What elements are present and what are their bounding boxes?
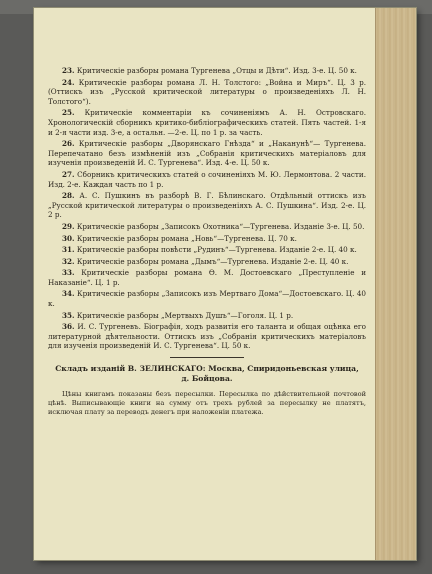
catalog-entry [48, 222, 366, 232]
entries-list [48, 66, 366, 351]
entry-number: 28. [62, 191, 75, 201]
entry-number: 31. [62, 245, 75, 255]
catalog-entry [48, 245, 366, 255]
entry-number: 36. [62, 322, 75, 332]
entry-text: Критическіе разборы „Дворянскаго Гнѣзда“ и „Наканунѣ“— Тургенева. Перепечатано безъ измѣненій изъ „Собранія критическихъ матеріаловъ для изученія произведеній И. С. Тургенева“. Изд. 4-е. Ц. 50 к. [48, 139, 366, 168]
catalog-entry [48, 311, 366, 321]
book-back-cover [34, 8, 416, 560]
entry-text: Критическіе разборы „Мертвыхъ Душъ“—Гоголя. Ц. 1 р. [76, 310, 294, 320]
catalog-entry [48, 78, 366, 107]
publisher-line-2: д. Бойцова. [181, 374, 233, 384]
entry-number: 23. [62, 66, 75, 75]
entry-number: 35. [62, 310, 75, 320]
catalog-entry [48, 191, 366, 220]
catalog-entry [48, 234, 366, 244]
entry-number: 25. [62, 108, 75, 118]
entry-text: И. С. Тургеневъ. Біографія, ходъ развитія его таланта и общая оцѣнка его литературной дѣятельности. Оттискъ изъ „Собранія критическихъ матеріаловъ для изученія произведеній И. С. Тургенева“. Ц. 50 к. [48, 322, 366, 351]
entry-text: Критическіе разборы романа „Дымъ“—Тургенева. Изданіе 2-е. Ц. 40 к. [76, 256, 349, 266]
entry-text: Критическіе комментаріи къ сочиненіямъ А. Н. Островскаго. Хронологическій сборникъ критико-библіографическихъ статей. Пять частей. 1-я и 2-я части изд. 3-е, а остальн. —2-е. Ц. по 1 р. за часть. [48, 108, 366, 137]
catalog-entry [48, 108, 366, 137]
divider [170, 357, 244, 358]
entry-text: Критическіе разборы повѣсти „Рудинъ“—Тургенева. Изданіе 2-е. Ц. 40 к. [76, 245, 357, 255]
publisher-line-1: Складъ изданій В. ЗЕЛИНСКАГО: Москва, Спиридоньевская улица, [55, 364, 359, 374]
book-spine [375, 8, 416, 560]
price-note: Цѣны книгамъ показаны безъ пересылки. Пересылка по дѣйствительной почтовой цѣнѣ. Выписывающіе книги на сумму отъ трехъ рублей за пересылку не платятъ, исключая плату за переводъ денегъ при наложеніи платежа. [48, 390, 366, 416]
catalog-entry [48, 257, 366, 267]
catalog-entry [48, 322, 366, 351]
catalog-entry [48, 139, 366, 168]
entry-number: 27. [62, 169, 75, 179]
catalog-entry [48, 268, 366, 287]
publisher-block [48, 364, 366, 384]
catalog-entry [48, 66, 366, 76]
entry-text: Сборникъ критическихъ статей о сочиненіяхъ М. Ю. Лермонтова. 2 части. Изд. 2-е. Каждая часть по 1 р. [48, 169, 366, 189]
entry-text: Критическіе разборы „Записокъ изъ Мертваго Дома“—Достоевскаго. Ц. 40 к. [48, 289, 366, 309]
entry-text: Критическіе разборы „Записокъ Охотника“—Тургенева. Изданіе 3-е. Ц. 50. [76, 221, 365, 231]
entry-number: 32. [62, 256, 75, 266]
entry-number: 34. [62, 289, 75, 299]
catalog-entry [48, 289, 366, 308]
entry-number: 30. [62, 233, 75, 243]
entry-number: 29. [62, 221, 75, 231]
entry-text: А. С. Пушкинъ въ разборѣ В. Г. Бѣлинскаго. Отдѣльный оттискъ изъ „Русской критической литературы о произведеніяхъ А. С. Пушкина“. Изд. 2-е. Ц. 2 р. [48, 191, 366, 220]
entry-text: Критическіе разборы романа Тургенева „Отцы и Дѣти“. Изд. 3-е. Ц. 50 к. [76, 66, 357, 75]
catalog-list [48, 66, 366, 416]
entry-text: Критическіе разборы романа Л. Н. Толстого: „Война и Миръ“. Ц. 3 р. (Оттискъ изъ „Русской критической литературы о произведеніяхъ Л. Н. Толстого“). [48, 77, 366, 106]
entry-text: Критическіе разборы романа „Новь“—Тургенева. Ц. 70 к. [76, 233, 297, 243]
entry-number: 24. [62, 77, 75, 87]
entry-number: 26. [62, 139, 75, 149]
entry-number: 33. [62, 268, 75, 278]
entry-text: Критическіе разборы романа Ѳ. М. Достоевскаго „Преступленіе и Наказаніе“. Ц. 1 р. [48, 268, 366, 287]
catalog-entry [48, 170, 366, 189]
